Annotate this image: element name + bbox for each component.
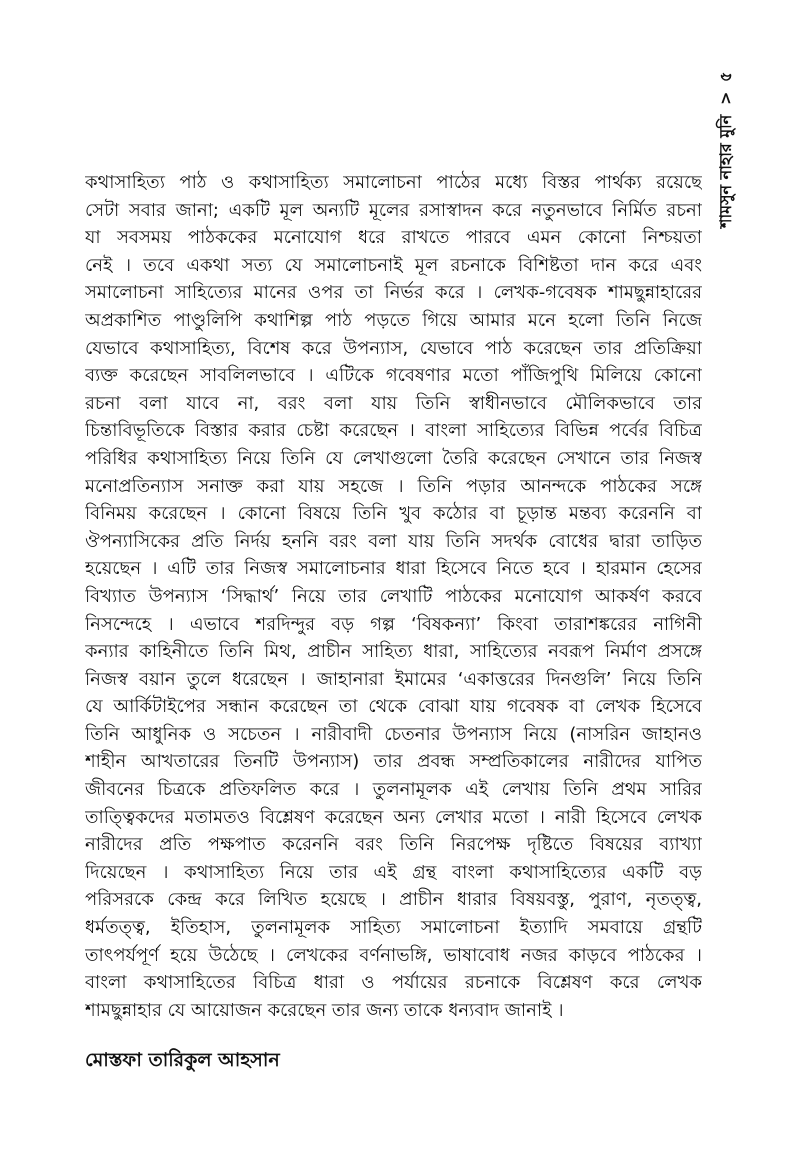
page-number: ৫ (716, 71, 735, 83)
author-signature: মোস্তফা তারিকুল আহসান (85, 1049, 280, 1071)
body-line: যেভাবে কথাসাহিত্য, বিশেষ করে উপন্যাস, যেভাবে পাঠ করেছেন তার প্রতিক্রিয়া (85, 337, 702, 359)
body-line: অপ্রকাশিত পাণ্ডুলিপি কথাশিল্প পাঠ পড়তে গিয়ে আমার মনে হলো তিনি নিজে (85, 309, 702, 331)
body-line: তিনি আধুনিক ও সচেতন । নারীবাদী চেতনার উপন্যাস নিয়ে (নাসরিন জাহানও (85, 723, 702, 745)
body-line: পরিধির কথাসাহিত্য নিয়ে তিনি যে লেখাগুলো তৈরি করেছেন সেখানে তার নিজস্ব (85, 447, 702, 469)
body-line: সেটা সবার জানা; একটি মূল অন্যটি মূলের রসাস্বাদন করে নতুনভাবে নির্মিত রচনা (85, 199, 702, 221)
body-line: তাৎপর্যপূর্ণ হয়ে উঠেছে । লেখকের বর্ণনাভঙ্গি, ভাষাবোধ নজর কাড়বে পাঠকের । (85, 944, 702, 966)
body-line: নিসন্দেহে । এভাবে শরদিন্দুর বড় গল্প ‘বিষকন্যা’ কিংবা তারাশঙ্করের নাগিনী (85, 613, 702, 635)
body-line: পরিসরকে কেন্দ্র করে লিখিত হয়েছে । প্রাচীন ধারার বিষয়বস্তু, পুরাণ, নৃতত্ত্ব, (85, 889, 702, 911)
body-line: রচনা বলা যাবে না, বরং বলা যায় তিনি স্বাধীনভাবে মৌলিকভাবে তার (85, 392, 702, 414)
body-line: দিয়েছেন । কথাসাহিত্য নিয়ে তার এই গ্রন্থ বাংলা কথাসাহিত্যের একটি বড় (85, 861, 702, 883)
body-line: চিন্তাবিভূতিকে বিস্তার করার চেষ্টা করেছেন । বাংলা সাহিত্যের বিভিন্ন পর্বের বিচিত্র (85, 420, 702, 442)
body-line: ধর্মতত্ত্ব, ইতিহাস, তুলনামূলক সাহিত্য সমালোচনা ইত্যাদি সমবায়ে গ্রন্থটি (85, 917, 702, 939)
body-line: কন্যার কাহিনীতে তিনি মিথ, প্রাচীন সাহিত্য ধারা, সাহিত্যের নবরূপ নির্মাণ প্রসঙ্গে (85, 641, 702, 663)
body-line: বাংলা কথাসাহিতের বিচিত্র ধারা ও পর্যায়ের রচনাকে বিশ্লেষণ করে লেখক (85, 972, 702, 994)
running-header (712, 71, 739, 232)
body-line: ব্যক্ত করেছেন সাবলিলভাবে । এটিকে গবেষণার মতো পাঁজিপুথি মিলিয়ে কোনো (85, 365, 702, 387)
body-line: কথাসাহিত্য পাঠ ও কথাসাহিত্য সমালোচনা পাঠের মধ্যে বিস্তর পার্থক্য রয়েছে (85, 172, 702, 193)
header-separator: > (716, 91, 735, 106)
body-line: নিজস্ব বয়ান তুলে ধরেছেন । জাহানারা ইমামের ‘একাত্তরের দিনগুলি’ নিয়ে তিনি (85, 668, 702, 690)
body-line: নারীদের প্রতি পক্ষপাত করেননি বরং তিনি নিরপেক্ষ দৃষ্টিতে বিষয়ের ব্যাখ্যা (85, 834, 702, 856)
body-line: বিনিময় করেছেন । কোনো বিষয়ে তিনি খুব কঠোর বা চূড়ান্ত মন্তব্য করেননি বা (85, 503, 702, 525)
body-line: হয়েছেন । এটি তার নিজস্ব সমালোচনার ধারা হিসেবে নিতে হবে । হারমান হেসের (85, 558, 702, 580)
body-line: যে আর্কিটাইপের সন্ধান করেছেন তা থেকে বোঝা যায় গবেষক বা লেখক হিসেবে (85, 696, 702, 718)
body-line: জীবনের চিত্রকে প্রতিফলিত করে । তুলনামূলক এই লেখায় তিনি প্রথম সারির (85, 779, 702, 801)
header-author: শামসুন নাহার মুনি (716, 114, 735, 228)
body-line: শামছুন্নাহার যে আয়োজন করেছেন তার জন্য তাকে ধন্যবাদ জানাই । (85, 999, 564, 1021)
body-line: সমালোচনা সাহিত্যের মানের ওপর তা নির্ভর করে । লেখক-গবেষক শামছুন্নাহারের (85, 282, 702, 304)
body-line: ঔপন্যাসিকের প্রতি নির্দয় হননি বরং বলা যায় তিনি সদর্থক বোধের দ্বারা তাড়িত (85, 530, 702, 552)
body-line: তাত্ত্বিকদের মতামতও বিশ্লেষণ করেছেন অন্য লেখার মতো । নারী হিসেবে লেখক (85, 806, 702, 828)
body-line: শাহীন আখতারের তিনটি উপন্যাস) তার প্রবন্ধ সম্প্রতিকালের নারীদের যাপিত (85, 751, 702, 773)
body-paragraph (85, 169, 702, 1024)
body-line: যা সবসময় পাঠককের মনোযোগ ধরে রাখতে পারবে এমন কোনো নিশ্চয়তা (85, 227, 702, 249)
body-line: বিখ্যাত উপন্যাস ‘সিদ্ধার্থ’ নিয়ে তার লেখাটি পাঠকের মনোযোগ আকর্ষণ করবে (85, 585, 702, 607)
body-line: মনোপ্রতিন্যাস সনাক্ত করা যায় সহজে । তিনি পড়ার আনন্দকে পাঠকের সঙ্গে (85, 475, 702, 497)
body-line: নেই । তবে একথা সত্য যে সমালোচনাই মূল রচনাকে বিশিষ্টতা দান করে এবং (85, 254, 702, 276)
